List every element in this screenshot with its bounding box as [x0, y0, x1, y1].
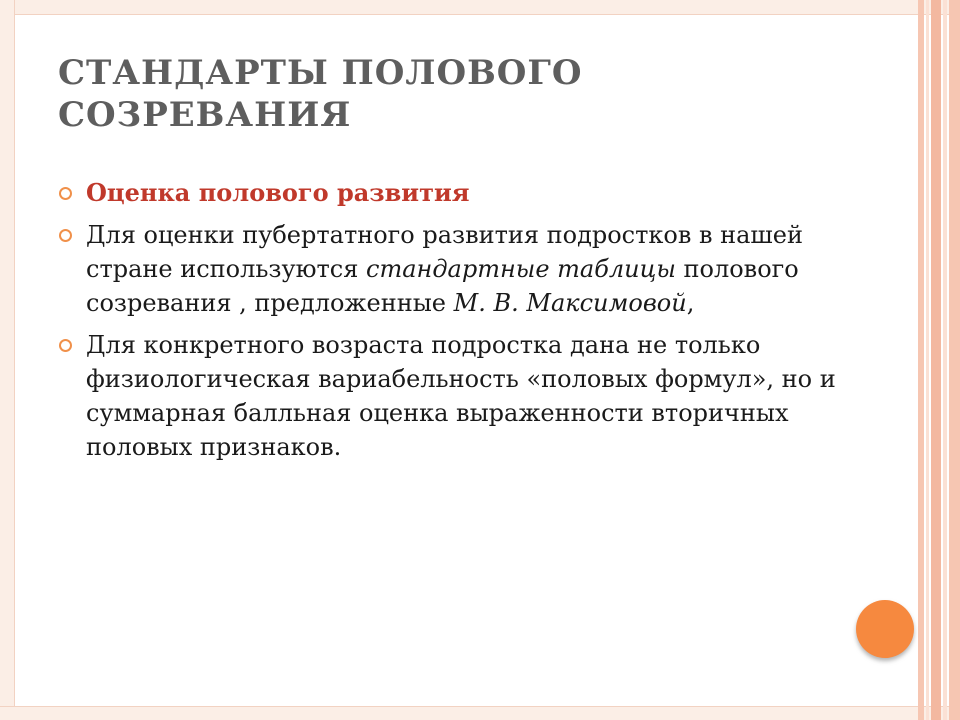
bullet-text: ,: [686, 289, 695, 317]
slide-title-line-1: СТАНДАРТЫ ПОЛОВОГО: [58, 53, 583, 93]
slide-title: [58, 52, 878, 136]
orange-circle-icon: [856, 600, 914, 658]
bullet-item-heading: [58, 176, 838, 210]
bullet-item-age: [58, 328, 838, 464]
slide-title-line-2: СОЗРЕВАНИЯ: [58, 95, 352, 135]
bullet-heading-text: Оценка полового развития: [86, 178, 470, 207]
frame-bottom-border: [0, 706, 960, 720]
bullet-text-emphasis: стандартные таблицы: [366, 255, 676, 283]
hollow-circle-icon: [59, 187, 72, 200]
hollow-circle-icon: [59, 339, 72, 352]
decorative-stripe: [918, 0, 924, 720]
decorative-stripe: [931, 0, 941, 720]
hollow-circle-icon: [59, 229, 72, 242]
bullet-list: [58, 176, 838, 472]
bullet-text: Для конкретного возраста подростка дана не только физиологическая вариабельность «половых формул», но и суммарная балльная оценка выраженности вторичных половых признаков.: [86, 331, 836, 461]
decorative-stripe: [949, 0, 960, 720]
frame-left-border: [0, 0, 15, 720]
decorative-stripe: [926, 0, 929, 720]
bullet-item-standards: [58, 218, 838, 320]
bullet-text: полового созревания , предложенные: [86, 255, 799, 317]
bullet-text: Для оценки пубертатного развития подростков в нашей стране используются: [86, 221, 803, 283]
bullet-text-author: М. В. Максимовой: [453, 289, 687, 317]
decorative-stripe: [943, 0, 947, 720]
frame-top-border: [0, 0, 960, 15]
